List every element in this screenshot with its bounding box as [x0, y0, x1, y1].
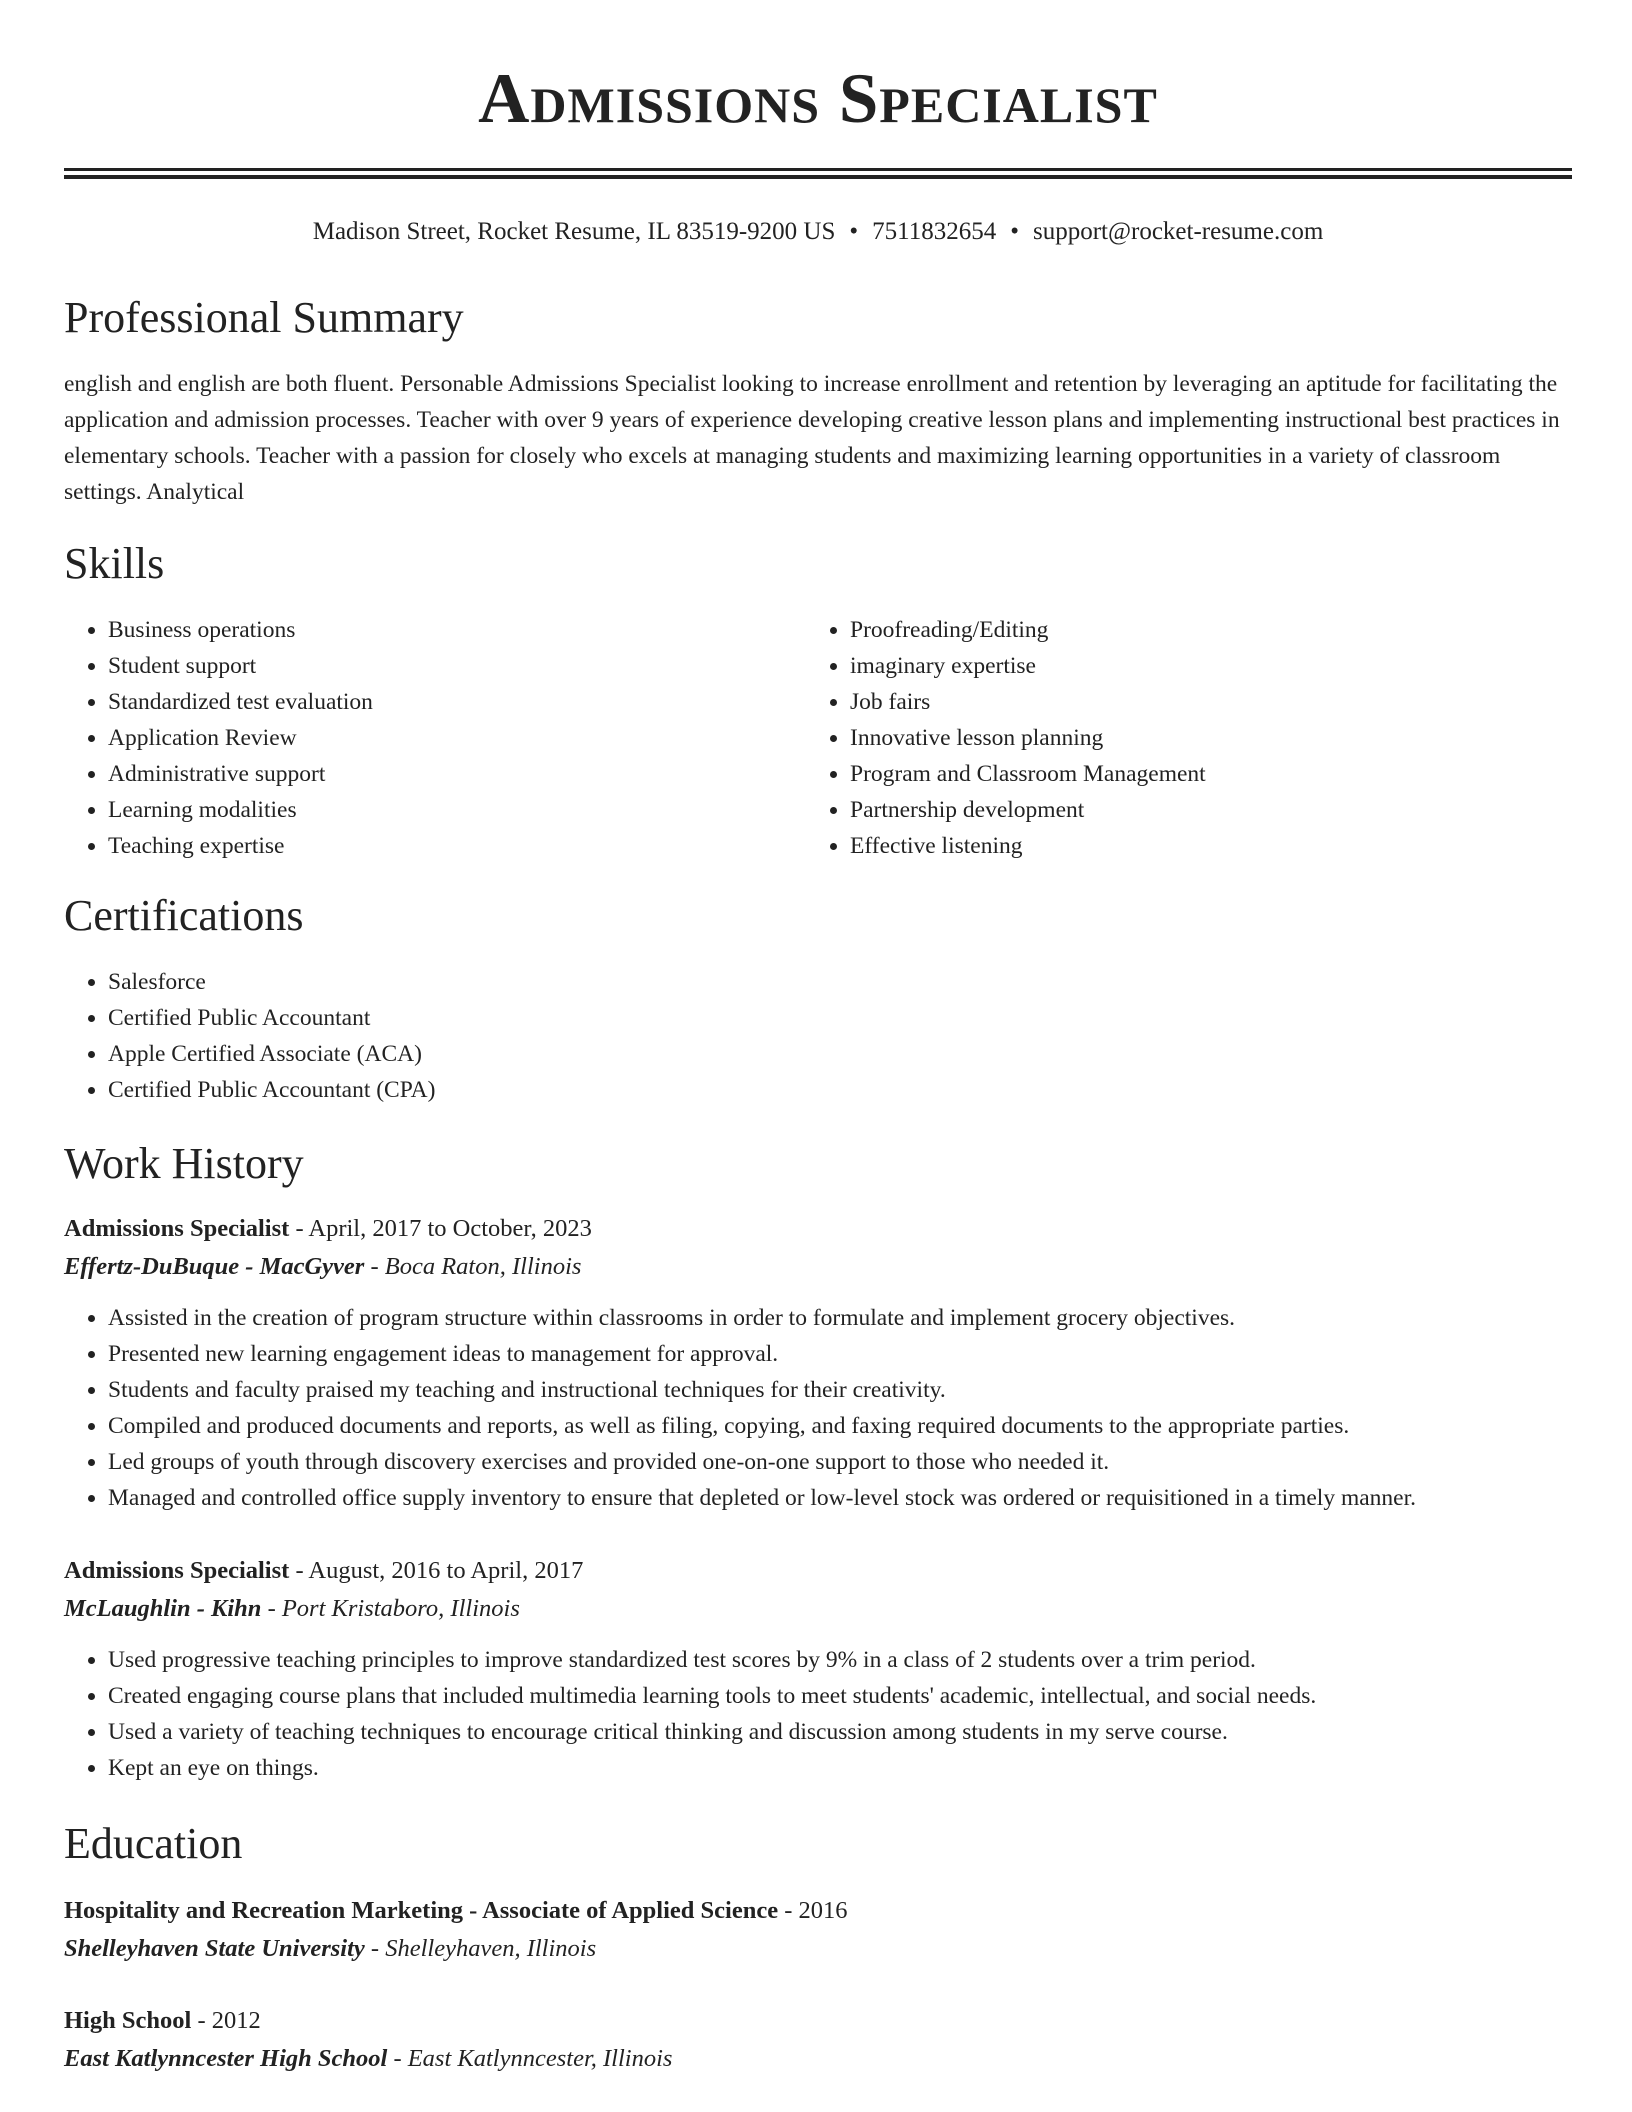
education-degree: Hospitality and Recreation Marketing - Associate of Applied Science — [64, 1897, 779, 1924]
skill-item: • Job fairs — [850, 684, 1546, 720]
education-school: Shelleyhaven State University — [64, 1935, 365, 1962]
education-school-line — [64, 1930, 1572, 1968]
certification-item: • Certified Public Accountant — [108, 1000, 1572, 1036]
skill-item: • Application Review — [108, 720, 804, 756]
skill-item: • Student support — [108, 648, 804, 684]
skills-right-list — [806, 612, 1546, 864]
job-bullet: • Assisted in the creation of program structure within classrooms in order to formulate and implement grocery objectives. — [108, 1300, 1572, 1336]
job-entry — [64, 1552, 1572, 1786]
education-location: - East Katlynncester, Illinois — [387, 2045, 673, 2072]
education-heading: Education — [64, 1819, 243, 1868]
job-location: - Boca Raton, Illinois — [364, 1253, 582, 1280]
summary-heading: Professional Summary — [64, 293, 464, 342]
job-bullets — [64, 1642, 1572, 1786]
job-company-line — [64, 1590, 1572, 1628]
job-bullet: • Created engaging course plans that included multimedia learning tools to meet students' academic, intellectual, and social needs. — [108, 1678, 1572, 1714]
job-bullet: • Used a variety of teaching techniques to encourage critical thinking and discussion among students in my serve course. — [108, 1714, 1572, 1750]
skill-item: • Business operations — [108, 612, 804, 648]
job-company: Effertz-DuBuque - MacGyver — [64, 1253, 365, 1280]
job-bullet: • Presented new learning engagement ideas to management for approval. — [108, 1336, 1572, 1372]
skill-item: • Administrative support — [108, 756, 804, 792]
contact-separator: • — [849, 218, 859, 245]
education-year: - 2016 — [778, 1897, 848, 1924]
skill-item: • Partnership development — [850, 792, 1546, 828]
skills-left-list — [64, 612, 804, 864]
header-divider-bottom — [64, 175, 1572, 179]
skill-item: • Innovative lesson planning — [850, 720, 1546, 756]
job-bullet: • Led groups of youth through discovery exercises and provided one-on-one support to those who needed it. — [108, 1444, 1572, 1480]
job-bullet: • Compiled and produced documents and reports, as well as filing, copying, and faxing required documents to the appropriate parties. — [108, 1408, 1572, 1444]
job-company: McLaughlin - Kihn — [64, 1595, 262, 1622]
job-bullet: • Managed and controlled office supply inventory to ensure that depleted or low-level stock was ordered or requisitioned in a timely manner. — [108, 1480, 1572, 1516]
education-location: - Shelleyhaven, Illinois — [364, 1935, 597, 1962]
skill-item: • Learning modalities — [108, 792, 804, 828]
job-bullet: • Kept an eye on things. — [108, 1750, 1572, 1786]
certifications-list — [64, 964, 1572, 1108]
skill-item: • Proofreading/Editing — [850, 612, 1546, 648]
job-title: Admissions Specialist — [64, 1215, 290, 1242]
job-bullet: • Students and faculty praised my teaching and instructional techniques for their creativity. — [108, 1372, 1572, 1408]
skill-item: • imaginary expertise — [850, 648, 1546, 684]
job-entry — [64, 1210, 1572, 1516]
education-year: - 2012 — [191, 2007, 261, 2034]
certification-item: • Salesforce — [108, 964, 1572, 1000]
work-history-heading: Work History — [64, 1139, 304, 1188]
job-dates: - April, 2017 to October, 2023 — [289, 1215, 592, 1242]
contact-line — [64, 216, 1572, 248]
contact-address: Madison Street, Rocket Resume, IL 83519-9200 US — [312, 218, 836, 245]
skill-item: • Program and Classroom Management — [850, 756, 1546, 792]
skill-item: • Teaching expertise — [108, 828, 804, 864]
summary-text: english and english are both fluent. Personable Admissions Specialist looking to increase enrollment and retention by leveraging an aptitude for facilitating the application and admission processes. Teacher with over 9 years of experience developing creative lesson plans and implementing instructional best practices in elementary schools. Teacher with a passion for closely who excels at managing students and maximizing learning opportunities in a variety of classroom settings. Analytical — [64, 371, 1560, 505]
job-bullet: • Used progressive teaching principles to improve standardized test scores by 9% in a class of 2 students over a trim period. — [108, 1642, 1572, 1678]
education-degree-line — [64, 2002, 1572, 2040]
job-company-line — [64, 1248, 1572, 1286]
education-entry — [64, 2002, 1572, 2078]
certifications-block — [64, 964, 1572, 1108]
header-divider-top — [64, 168, 1572, 171]
contact-email: support@rocket-resume.com — [1032, 218, 1324, 245]
education-entry — [64, 1892, 1572, 1968]
job-dates: - August, 2016 to April, 2017 — [289, 1557, 584, 1584]
job-title-line — [64, 1210, 1572, 1248]
certification-item: • Certified Public Accountant (CPA) — [108, 1072, 1572, 1108]
education-degree-line — [64, 1892, 1572, 1930]
education-degree: High School — [64, 2007, 192, 2034]
certification-item: • Apple Certified Associate (ACA) — [108, 1036, 1572, 1072]
education-school: East Katlynncester High School — [64, 2045, 388, 2072]
job-location: - Port Kristaboro, Illinois — [261, 1595, 520, 1622]
job-title: Admissions Specialist — [64, 1557, 290, 1584]
certifications-heading: Certifications — [64, 891, 304, 940]
skills-right-column — [806, 612, 1546, 864]
contact-phone: 7511832654 — [872, 218, 997, 245]
skills-heading: Skills — [64, 539, 165, 588]
education-school-line — [64, 2040, 1572, 2078]
job-title-line — [64, 1552, 1572, 1590]
skill-item: • Standardized test evaluation — [108, 684, 804, 720]
skills-left-column — [64, 612, 804, 864]
contact-separator: • — [1010, 218, 1019, 245]
job-bullets — [64, 1300, 1572, 1516]
skill-item: • Effective listening — [850, 828, 1546, 864]
resume-title: Admissions Specialist — [478, 60, 1158, 138]
